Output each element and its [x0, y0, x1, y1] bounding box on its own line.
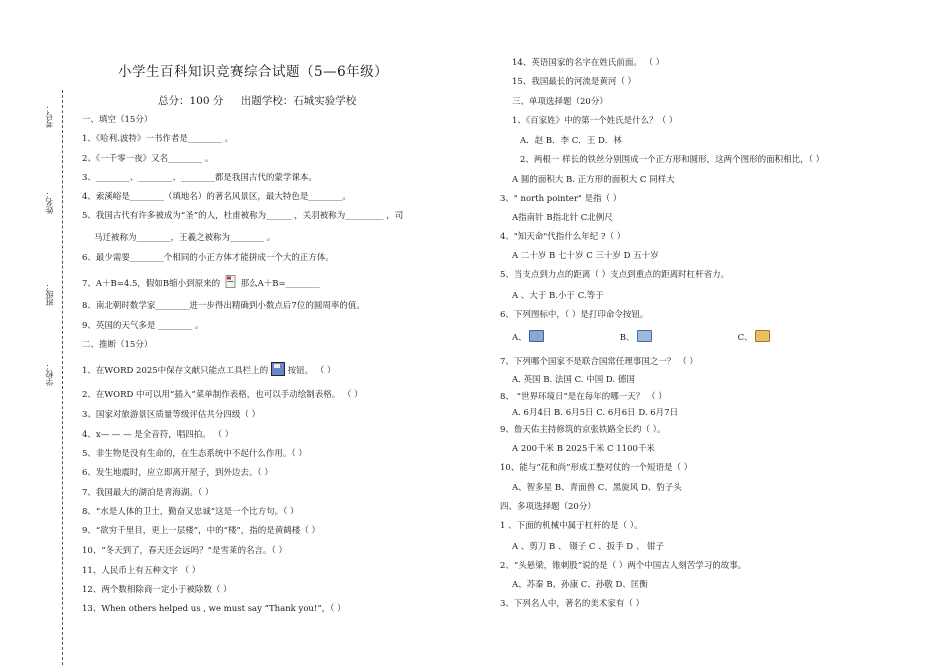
question-text: 8、“水是人体的卫士，勤奋又忠诚”这是一个比方句。（ ）: [82, 507, 299, 517]
total-score: 总分：100 分: [158, 95, 224, 107]
question-text: 2、《一千零一夜》又名________ 。: [82, 154, 214, 164]
question-text: 3、" north pointer" 是指（ ）: [500, 194, 622, 204]
section-fill-blank: 一、填空（15分）: [82, 115, 153, 125]
label-banji: 班级：: [45, 282, 54, 306]
question-text: 15、我国最长的河流是黄河（ ）: [512, 77, 637, 87]
options: A. 英国 B. 法国 C. 中国 D. 德国: [512, 375, 635, 385]
question-text: 马迁被称为________，王羲之被称为________ 。: [94, 233, 276, 243]
section-true-false: 二、推断（15分）: [82, 340, 153, 350]
question-text: 4、"知天命"代指什么年纪 ?（ ）: [500, 232, 626, 242]
question-text: 1 、下面的机械中属于杠杆的是（ ）。: [500, 521, 643, 531]
side-binding-labels: [44, 0, 58, 672]
question-text: 6、下列图标中，（ ）是打印命令按钮。: [500, 310, 649, 320]
question-text: 4、索溪峪是________（填地名）的著名风景区，最大特色是________。: [82, 192, 351, 202]
options: A. 6月4日 B. 6月5日 C. 6月6日 D. 6月7日: [512, 408, 679, 418]
question-text: 14、英语国家的名字在姓氏前面。 （ ）: [512, 58, 665, 68]
question-text: 5、我国古代有许多被成为“圣”的人，杜甫被称为______ ，关羽被称为_________ ，司: [82, 211, 404, 221]
judge-1: [82, 362, 335, 377]
open-folder-icon: [755, 330, 770, 342]
options: A 、大于 B.小于 C.等于: [512, 291, 604, 301]
question-text: 3、下列名人中，著名的美术家有（ ）: [500, 599, 645, 609]
section-single-choice: 三、单项选择题（20分）: [512, 97, 608, 107]
preview-icon: [637, 330, 652, 342]
option-c-label: C、: [737, 333, 753, 343]
page-title: 小学生百科知识竞赛综合试题（5—6年级）: [118, 64, 389, 80]
options-icons: [512, 330, 892, 344]
options: A、苏秦 B、孙康 C、孙敬 D、匡衡: [512, 580, 648, 590]
question-text: 9、“欲穷千里目，更上一层楼”，中的“楼”，指的是黄鹤楼（ ）: [82, 526, 320, 536]
label-kaohao: 考号：: [45, 104, 54, 128]
fraction-image-icon: [225, 275, 236, 286]
question-text: 8、 “世界环境日”是在每年的哪一天？ （ ）: [500, 392, 667, 402]
question-text: 10、能与“花和尚”形成工整对仗的一个短语是（ ）: [500, 463, 693, 473]
question-text: 11、人民币上有五种文字 （ ）: [82, 566, 201, 576]
question-text: 1、在WORD 2025中保存文献只能点工具栏上的: [82, 366, 269, 376]
exam-info: [158, 93, 370, 108]
options: A指南针 B指北针 C北例尺: [512, 213, 613, 223]
question-text: 5、当支点到力点的距离（ ）支点到重点的距离时杠杆省力。: [500, 270, 730, 280]
save-icon: [271, 362, 285, 376]
question-text: 9、詹天佑主持修筑的京张铁路全长约（ ）。: [500, 425, 666, 435]
question-text: 2、两根一 样长的铁丝分别围成一个正方形和圆形，这两个图形的面积相比，（ ）: [520, 155, 825, 165]
option-a-label: A、: [512, 333, 527, 343]
question-7: [82, 275, 320, 290]
question-text: 3、________、________、________都是我国古代的蒙学课本。: [82, 173, 317, 183]
binding-dashed-line: [62, 90, 63, 665]
printer-icon: [529, 330, 544, 342]
question-text: 2、“头悬梁，锥刺股”说的是（ ）两个中国古人刻苦学习的故事。: [500, 561, 747, 571]
question-text: 9、英国的天气多是 ________ 。: [82, 321, 204, 331]
question-text: 8、南北朝时数学家________进一步得出精确到小数点后7位的圆周率的值。: [82, 301, 365, 311]
options: A、智多星 B、青面兽 C、黑旋风 D、豹子头: [512, 483, 682, 493]
label-xuexiao: 学校：: [45, 362, 54, 386]
question-text: 那么A＋B=________: [240, 279, 320, 289]
question-text: 7、下列哪个国家不是联合国常任理事国之一？ （ ）: [500, 357, 698, 367]
question-text: 5、非生物是没有生命的，在生态系统中不起什么作用。（ ）: [82, 449, 307, 459]
options: A 二十岁 B 七十岁 C 三十岁 D 五十岁: [512, 251, 659, 261]
option-b-label: B、: [619, 333, 635, 343]
question-text: 6、最少需要________个相同的小正方体才能拼成一个大的正方体。: [82, 253, 334, 263]
question-text: 10、“冬天到了，春天还会远吗？”是雪莱的名言。（ ）: [82, 546, 287, 556]
question-text: 3、国家对旅游景区质量等级评估共分四级（ ）: [82, 410, 261, 420]
school-name: 出题学校：石城实验学校: [240, 95, 357, 107]
question-text: 2、在WORD 中可以用“插入”菜单制作表格，也可以手动绘制表格。 （ ）: [82, 390, 363, 400]
question-text: 1、《百家姓》中的第一个姓氏是什么？（ ）: [512, 116, 678, 126]
question-text: 1、《哈利.波特》一书作者是________ 。: [82, 134, 234, 144]
options: A．赵 B．李 C．王 D．林: [520, 136, 622, 146]
options: A 200千米 B 2025千米 C 1100千米: [512, 444, 655, 454]
question-text: 13、When others helped us , we must say “Thank you!”，（ ）: [82, 604, 346, 614]
question-text: 按钮。 （ ）: [287, 366, 336, 376]
question-text: 7、A＋B=4.5，假如B缩小到原来的: [82, 279, 221, 289]
question-text: 12、两个数相除商一定小于被除数（ ）: [82, 585, 232, 595]
options: A 、剪刀 B 、 镊子 C 、扳手 D 、 钳子: [512, 542, 665, 552]
section-multi-choice: 四、多项选择题（20分）: [500, 502, 596, 512]
question-text: 4、x— — — 是全音符，唱四拍。 （ ）: [82, 430, 234, 440]
question-text: 6、发生地震时，应立即离开屋子，到外边去。（ ）: [82, 468, 273, 478]
question-text: 7、我国最大的湖泊是青海湖。（ ）: [82, 488, 214, 498]
label-xingming: 姓名：: [45, 190, 54, 214]
options: A 圆的面积大 B. 正方形的面积大 C 同样大: [512, 175, 675, 185]
